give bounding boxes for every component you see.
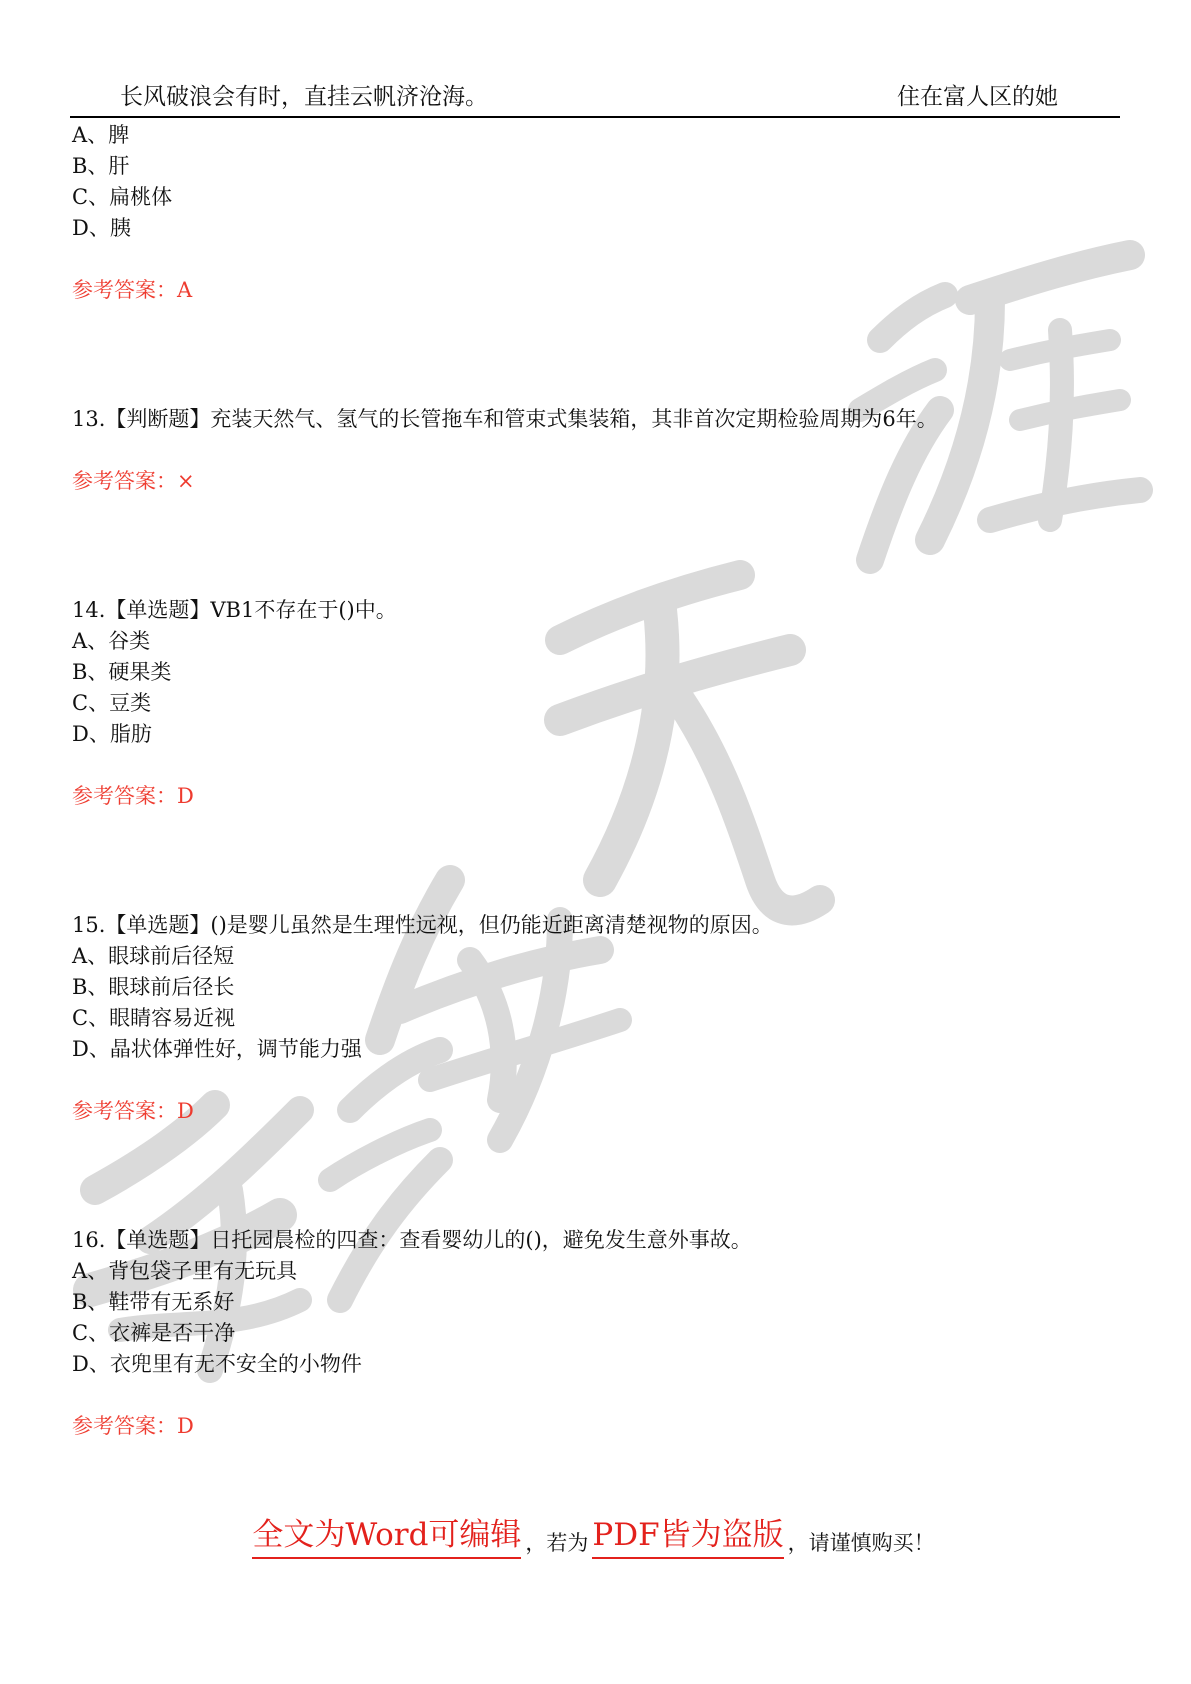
option-c: C、衣裤是否干净 bbox=[72, 1321, 236, 1345]
option-b: B、鞋带有无系好 bbox=[72, 1290, 235, 1314]
option-c: C、扁桃体 bbox=[72, 185, 173, 209]
option-d: D、脂肪 bbox=[72, 722, 152, 746]
question-14 bbox=[72, 595, 1122, 812]
option-a: A、背包袋子里有无玩具 bbox=[72, 1259, 298, 1283]
option-a: A、眼球前后径短 bbox=[72, 944, 235, 968]
option-b: B、眼球前后径长 bbox=[72, 975, 235, 999]
answer-line: 参考答案：× bbox=[72, 469, 195, 493]
option-d: D、胰 bbox=[72, 216, 131, 240]
question-text: 14.【单选题】VB1不存在于()中。 bbox=[72, 598, 397, 622]
option-b: B、硬果类 bbox=[72, 660, 172, 684]
footer-pdf-pirated: PDF皆为盗版 bbox=[592, 1515, 783, 1559]
option-c: C、眼睛容易近视 bbox=[72, 1006, 236, 1030]
question-text: 15.【单选题】()是婴儿虽然是生理性远视，但仍能近距离清楚视物的原因。 bbox=[72, 913, 773, 937]
footer-caution: ，请谨慎购买！ bbox=[787, 1531, 935, 1555]
footer-separator-1: ，若为 bbox=[525, 1531, 589, 1555]
page-header bbox=[70, 82, 1120, 118]
answer-line: 参考答案：A bbox=[72, 278, 193, 302]
header-left-text: 长风破浪会有时，直挂云帆济沧海。 bbox=[120, 84, 488, 110]
question-13 bbox=[72, 404, 1122, 497]
question-15 bbox=[72, 910, 1122, 1127]
document-body bbox=[72, 120, 1122, 1442]
question-text: 16.【单选题】日托园晨检的四查：查看婴幼儿的()，避免发生意外事故。 bbox=[72, 1228, 752, 1252]
option-b: B、肝 bbox=[72, 154, 130, 178]
header-right-text: 住在富人区的她 bbox=[897, 84, 1058, 110]
answer-line: 参考答案：D bbox=[72, 784, 194, 808]
option-d: D、衣兜里有无不安全的小物件 bbox=[72, 1352, 362, 1376]
footer-notice bbox=[0, 1515, 1191, 1559]
footer-word-editable: 全文为Word可编辑 bbox=[252, 1515, 521, 1559]
continued-question bbox=[72, 120, 1122, 306]
option-d: D、晶状体弹性好，调节能力强 bbox=[72, 1037, 362, 1061]
answer-line: 参考答案：D bbox=[72, 1414, 194, 1438]
answer-line: 参考答案：D bbox=[72, 1099, 194, 1123]
question-text: 13.【判断题】充装天然气、氢气的长管拖车和管束式集装箱，其非首次定期检验周期为6年。 bbox=[72, 407, 938, 431]
option-c: C、豆类 bbox=[72, 691, 152, 715]
option-a: A、谷类 bbox=[72, 629, 151, 653]
question-16 bbox=[72, 1225, 1122, 1442]
option-a: A、脾 bbox=[72, 123, 130, 147]
